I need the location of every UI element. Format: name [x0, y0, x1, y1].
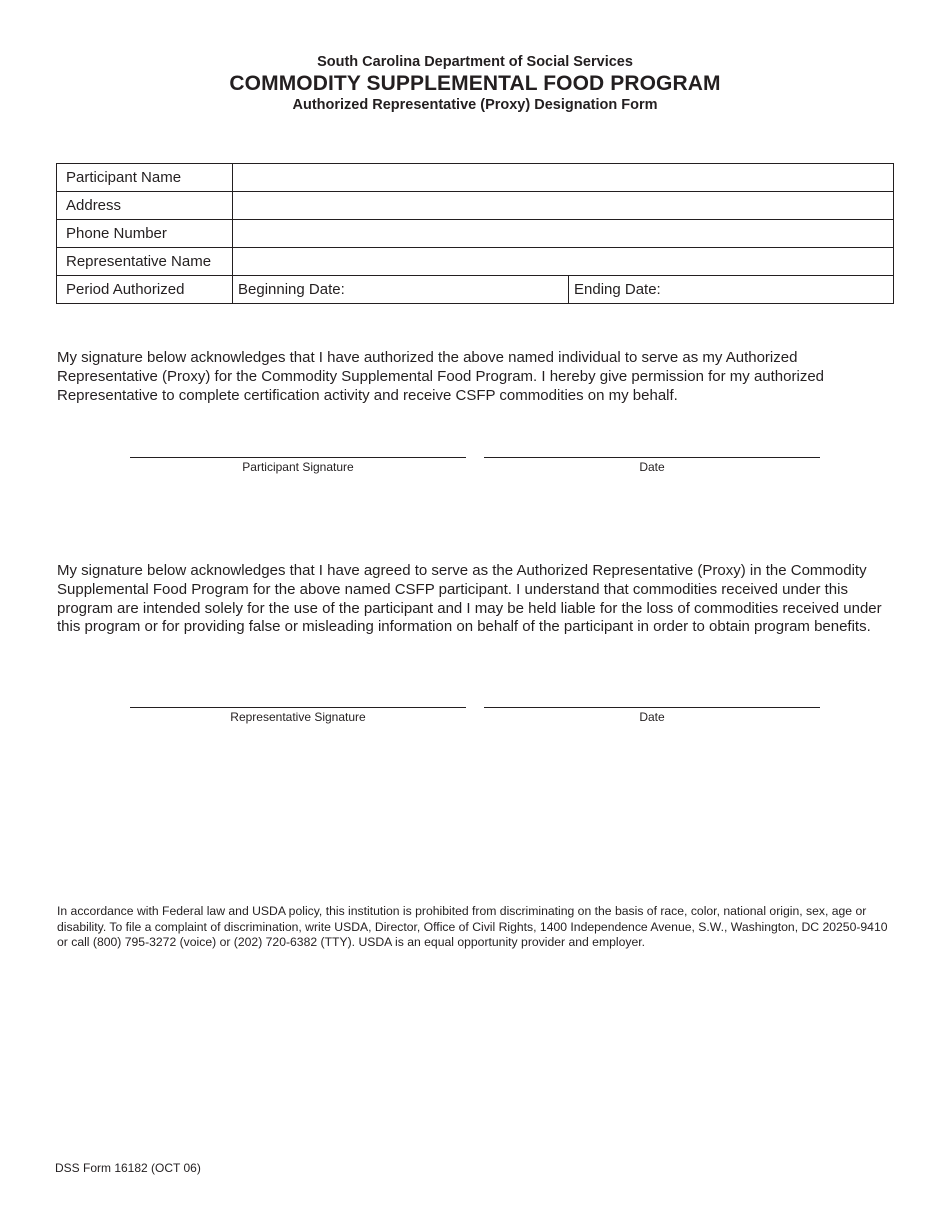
representative-date-line[interactable] [484, 707, 820, 728]
phone-number-field[interactable] [233, 220, 894, 248]
nondiscrimination-notice: In accordance with Federal law and USDA policy, this institution is prohibited from discriminating on the basis of race, color, national origin, sex, age or disability. To file a complaint of discrimination, write USDA, Director, Office of Civil Rights, 1400 Independence Avenue, S.W., Washington, DC 20250-9410 or call (800) 795-3272 (voice) or (202) 720-6382 (TTY). USDA is an equal opportunity provider and employer. [57, 904, 888, 949]
ending-date-field[interactable]: Ending Date: [569, 276, 894, 304]
representative-statement: My signature below acknowledges that I have agreed to serve as the Authorized Representative (Proxy) in the Commodity Supplemental Food Program for the above named CSFP participant. I understand that commodities received under this program are intended solely for the use of the participant and I may be held liable for the loss of commodities received under this program or for providing false or misleading information on behalf of the participant in order to obtain program benefits. [57, 562, 882, 636]
address-field[interactable] [233, 192, 894, 220]
participant-name-label: Participant Name [57, 164, 233, 192]
program-title: COMMODITY SUPPLEMENTAL FOOD PROGRAM [229, 72, 721, 95]
representative-name-label: Representative Name [57, 248, 233, 276]
phone-number-label: Phone Number [57, 220, 233, 248]
agency-name: South Carolina Department of Social Services [317, 54, 633, 70]
address-label: Address [57, 192, 233, 220]
participant-signature-line[interactable] [130, 457, 466, 478]
form-header [0, 54, 950, 114]
table-row [57, 220, 894, 248]
table-row [57, 192, 894, 220]
table-row [57, 248, 894, 276]
participant-signature-label: Participant Signature [242, 460, 354, 474]
representative-date-label: Date [639, 710, 665, 724]
participant-date-label: Date [639, 460, 665, 474]
representative-signature-label: Representative Signature [230, 710, 366, 724]
participant-info-table [56, 163, 894, 304]
table-row [57, 276, 894, 304]
table-row [57, 164, 894, 192]
participant-statement: My signature below acknowledges that I have authorized the above named individual to serve as my Authorized Representative (Proxy) for the Commodity Supplemental Food Program. I hereby give permission for my authorized Representative to complete certification activity and receive CSFP commodities on my behalf. [57, 349, 824, 404]
representative-name-field[interactable] [233, 248, 894, 276]
representative-signature-line[interactable] [130, 707, 466, 728]
period-authorized-label: Period Authorized [57, 276, 233, 304]
form-number: DSS Form 16182 (OCT 06) [55, 1161, 201, 1175]
participant-name-field[interactable] [233, 164, 894, 192]
participant-date-line[interactable] [484, 457, 820, 478]
form-title: Authorized Representative (Proxy) Designation Form [292, 97, 658, 113]
beginning-date-field[interactable]: Beginning Date: [233, 276, 569, 304]
